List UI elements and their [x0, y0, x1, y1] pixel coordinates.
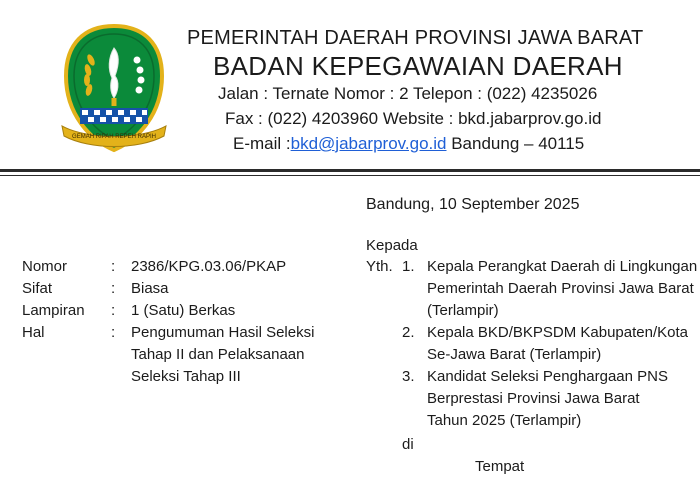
recipient-3-line3: Tahun 2025 (Terlampir) [427, 412, 582, 429]
field-sep-lampiran: : [111, 302, 116, 319]
field-value-hal-line2: Tahap II dan Pelaksanaan [131, 346, 305, 363]
field-label-sifat: Sifat [22, 280, 53, 297]
email-suffix: Bandung – 40115 [446, 134, 585, 153]
kujang-handle [112, 98, 117, 106]
motto-text: GEMAH RIPAH REPEH RAPIH [72, 134, 156, 140]
field-sep-hal: : [111, 324, 116, 341]
letterhead-government-name: PEMERINTAH DAERAH PROVINSI JAWA BARAT [187, 27, 644, 49]
field-label-lampiran: Lampiran [22, 302, 85, 319]
recipient-3-line1: Kandidat Seleksi Penghargaan PNS [427, 368, 668, 385]
di-label: di [402, 436, 414, 453]
recipient-1-number: 1. [402, 258, 415, 275]
letterhead-email-line [233, 134, 584, 154]
recipient-2-number: 2. [402, 324, 415, 341]
letterhead-rule-thin [0, 175, 700, 176]
yth-label: Yth. [366, 258, 393, 275]
recipient-3-number: 3. [402, 368, 415, 385]
recipient-2-line1: Kepala BKD/BKPSDM Kabupaten/Kota [427, 324, 688, 341]
place-date: Bandung, 10 September 2025 [366, 196, 580, 213]
field-value-hal-line1: Pengumuman Hasil Seleksi [131, 324, 315, 341]
email-link[interactable]: bkd@jabarprov.go.id [290, 134, 447, 153]
email-prefix: E-mail : [233, 134, 291, 153]
jawa-barat-emblem-logo [58, 22, 170, 154]
letterhead-agency-name: BADAN KEPEGAWAIAN DAERAH [213, 51, 623, 81]
recipient-1-line2: Pemerintah Daerah Provinsi Jawa Barat [427, 280, 694, 297]
recipient-1-line1: Kepala Perangkat Daerah di Lingkungan [427, 258, 698, 275]
field-value-nomor: 2386/KPG.03.06/PKAP [131, 258, 287, 275]
field-sep-nomor: : [111, 258, 116, 275]
field-value-hal-line3: Seleksi Tahap III [131, 368, 241, 385]
tempat-label: Tempat [475, 458, 525, 475]
field-label-nomor: Nomor [22, 258, 68, 275]
kepada-label: Kepada [366, 237, 418, 254]
field-value-lampiran: 1 (Satu) Berkas [131, 302, 236, 319]
field-label-hal: Hal [22, 324, 45, 341]
recipient-1-line3: (Terlampir) [427, 302, 499, 319]
letterhead-fax-website: Fax : (022) 4203960 Website : bkd.jabarprov.go.id [225, 109, 602, 128]
recipient-2-line2: Se-Jawa Barat (Terlampir) [427, 346, 602, 363]
letterhead-address: Jalan : Ternate Nomor : 2 Telepon : (022) 4235026 [218, 84, 598, 103]
field-sep-sifat: : [111, 280, 116, 297]
recipient-3-line2: Berprestasi Provinsi Jawa Barat [427, 390, 640, 407]
letterhead-rule-thick [0, 169, 700, 172]
field-value-sifat: Biasa [131, 280, 169, 297]
